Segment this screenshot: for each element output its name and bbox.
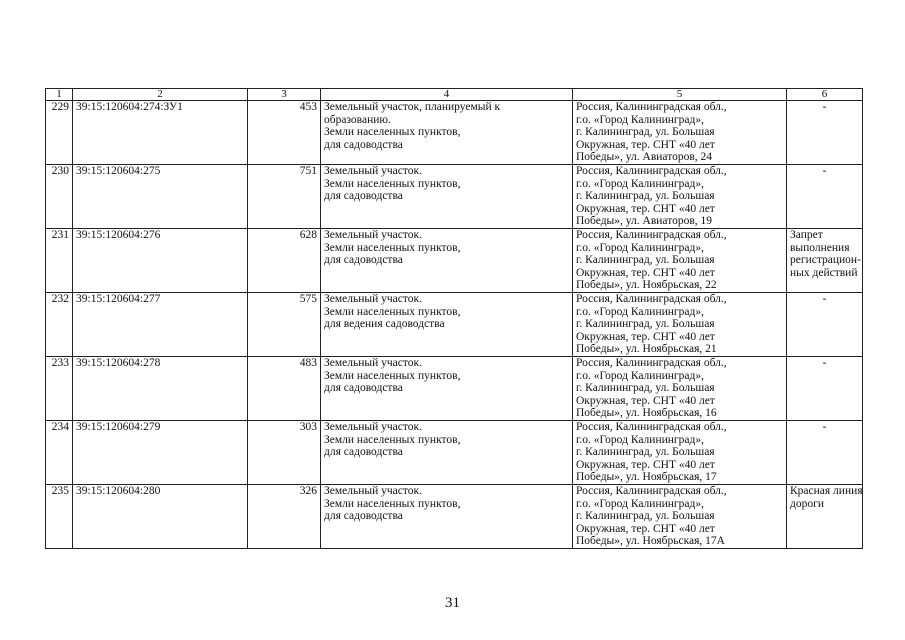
note-cell-line: выполнения — [790, 241, 850, 254]
address-cell-line: Окружная, тер. СНТ «40 лет — [576, 266, 715, 279]
cadastral-number-cell: 39:15:120604:276 — [73, 229, 248, 293]
address-cell-line: г.о. «Город Калининград», — [576, 433, 704, 446]
address-cell-line: г. Калининград, ул. Большая — [576, 382, 715, 395]
cadastral-number-cell: 39:15:120604:279 — [73, 421, 248, 485]
address-cell-line: Россия, Калининградская обл., — [576, 421, 727, 433]
note-cell — [787, 485, 863, 549]
note-cell-line: Красная линия — [790, 485, 863, 497]
address-cell-line: Победы», ул. Ноябрьская, 17А — [576, 535, 725, 548]
description-cell — [321, 357, 573, 421]
land-plots-table — [45, 88, 863, 549]
description-cell — [321, 421, 573, 485]
description-cell-line: для садоводства — [324, 382, 403, 395]
address-cell-line: г. Калининград, ул. Большая — [576, 126, 715, 139]
address-cell-line: г. Калининград, ул. Большая — [576, 254, 715, 267]
cadastral-number-cell: 39:15:120604:274:ЗУ1 — [73, 101, 248, 165]
row-number-cell: 233 — [46, 357, 73, 421]
address-cell-line: г.о. «Город Калининград», — [576, 497, 704, 510]
address-cell-line: Россия, Калининградская обл., — [576, 101, 727, 113]
description-cell — [321, 165, 573, 229]
address-cell-line: г.о. «Город Калининград», — [576, 241, 704, 254]
description-cell-line: для садоводства — [324, 190, 403, 203]
table-row — [46, 165, 863, 229]
address-cell-line: г.о. «Город Калининград», — [576, 113, 704, 126]
description-cell-line: Земли населенных пунктов, — [324, 305, 461, 318]
table-row — [46, 485, 863, 549]
description-cell-line: Земельный участок. — [324, 165, 422, 177]
description-cell-line: для садоводства — [324, 510, 403, 523]
description-cell-line: Земельный участок. — [324, 293, 422, 305]
row-number-cell: 231 — [46, 229, 73, 293]
col-header-2: 2 — [73, 89, 248, 101]
description-cell-line: Земли населенных пунктов, — [324, 497, 461, 510]
note-cell-line: дороги — [790, 497, 824, 510]
address-cell-line: г.о. «Город Калининград», — [576, 177, 704, 190]
page-number: 31 — [445, 595, 460, 611]
address-cell-line: Победы», ул. Авиаторов, 24 — [576, 151, 713, 164]
description-cell-line: для садоводства — [324, 254, 403, 267]
address-cell — [573, 485, 787, 549]
description-cell-line: для садоводства — [324, 446, 403, 459]
address-cell-line: Окружная, тер. СНТ «40 лет — [576, 202, 715, 215]
address-cell-line: г. Калининград, ул. Большая — [576, 446, 715, 459]
address-cell — [573, 293, 787, 357]
note-cell: - — [787, 101, 863, 165]
address-cell-line: Окружная, тер. СНТ «40 лет — [576, 330, 715, 343]
row-number-cell: 234 — [46, 421, 73, 485]
note-cell: - — [787, 165, 863, 229]
address-cell — [573, 101, 787, 165]
description-cell-line: Земли населенных пунктов, — [324, 433, 461, 446]
description-cell-line: Земельный участок. — [324, 485, 422, 497]
description-cell — [321, 229, 573, 293]
description-cell — [321, 101, 573, 165]
description-cell-line: Земельный участок. — [324, 357, 422, 369]
description-cell-line: для ведения садоводства — [324, 318, 445, 331]
description-cell-line: Земли населенных пунктов, — [324, 241, 461, 254]
address-cell-line: Победы», ул. Ноябрьская, 16 — [576, 407, 717, 420]
address-cell-line: Окружная, тер. СНТ «40 лет — [576, 458, 715, 471]
area-cell: 303 — [248, 421, 321, 485]
cadastral-number-cell: 39:15:120604:275 — [73, 165, 248, 229]
address-cell-line: г.о. «Город Калининград», — [576, 369, 704, 382]
address-cell-line: г. Калининград, ул. Большая — [576, 318, 715, 331]
col-header-1: 1 — [46, 89, 73, 101]
description-cell-line: Земли населенных пунктов, — [324, 177, 461, 190]
address-cell-line: Окружная, тер. СНТ «40 лет — [576, 138, 715, 151]
note-cell-line: ных действий — [790, 266, 858, 279]
cadastral-number-cell: 39:15:120604:280 — [73, 485, 248, 549]
row-number-cell: 229 — [46, 101, 73, 165]
description-cell — [321, 485, 573, 549]
row-number-cell: 230 — [46, 165, 73, 229]
address-cell — [573, 229, 787, 293]
address-cell-line: Победы», ул. Ноябрьская, 21 — [576, 343, 717, 356]
description-cell-line: образованию. — [324, 113, 391, 126]
address-cell-line: Победы», ул. Авиаторов, 19 — [576, 215, 713, 228]
description-cell-line: для садоводства — [324, 138, 403, 151]
col-header-6: 6 — [787, 89, 863, 101]
address-cell-line: Россия, Калининградская обл., — [576, 485, 727, 497]
row-number-cell: 232 — [46, 293, 73, 357]
address-cell-line: Окружная, тер. СНТ «40 лет — [576, 394, 715, 407]
table-row — [46, 421, 863, 485]
area-cell: 326 — [248, 485, 321, 549]
description-cell-line: Земли населенных пунктов, — [324, 369, 461, 382]
note-cell-line: Запрет — [790, 229, 823, 241]
col-header-4: 4 — [321, 89, 573, 101]
table-body — [46, 101, 863, 549]
address-cell — [573, 165, 787, 229]
area-cell: 575 — [248, 293, 321, 357]
address-cell-line: Окружная, тер. СНТ «40 лет — [576, 522, 715, 535]
note-cell: - — [787, 357, 863, 421]
address-cell-line: г.о. «Город Калининград», — [576, 305, 704, 318]
address-cell — [573, 421, 787, 485]
description-cell-line: Земельный участок. — [324, 421, 422, 433]
table-row — [46, 101, 863, 165]
description-cell-line: Земельный участок, планируемый к — [324, 101, 501, 113]
note-cell: - — [787, 421, 863, 485]
description-cell — [321, 293, 573, 357]
area-cell: 483 — [248, 357, 321, 421]
col-header-3: 3 — [248, 89, 321, 101]
table-row — [46, 357, 863, 421]
address-cell-line: г. Калининград, ул. Большая — [576, 190, 715, 203]
address-cell — [573, 357, 787, 421]
address-cell-line: Россия, Калининградская обл., — [576, 229, 727, 241]
address-cell-line: Россия, Калининградская обл., — [576, 293, 727, 305]
area-cell: 751 — [248, 165, 321, 229]
area-cell: 628 — [248, 229, 321, 293]
col-header-5: 5 — [573, 89, 787, 101]
address-cell-line: Победы», ул. Ноябрьская, 22 — [576, 279, 717, 292]
table-row — [46, 293, 863, 357]
note-cell-line: регистрацион- — [790, 254, 861, 267]
address-cell-line: Победы», ул. Ноябрьская, 17 — [576, 471, 717, 484]
description-cell-line: Земельный участок. — [324, 229, 422, 241]
description-cell-line: Земли населенных пунктов, — [324, 126, 461, 139]
table-row — [46, 229, 863, 293]
note-cell — [787, 229, 863, 293]
note-cell: - — [787, 293, 863, 357]
row-number-cell: 235 — [46, 485, 73, 549]
header-row — [46, 89, 863, 101]
address-cell-line: Россия, Калининградская обл., — [576, 357, 727, 369]
area-cell: 453 — [248, 101, 321, 165]
address-cell-line: г. Калининград, ул. Большая — [576, 510, 715, 523]
address-cell-line: Россия, Калининградская обл., — [576, 165, 727, 177]
cadastral-number-cell: 39:15:120604:278 — [73, 357, 248, 421]
cadastral-number-cell: 39:15:120604:277 — [73, 293, 248, 357]
